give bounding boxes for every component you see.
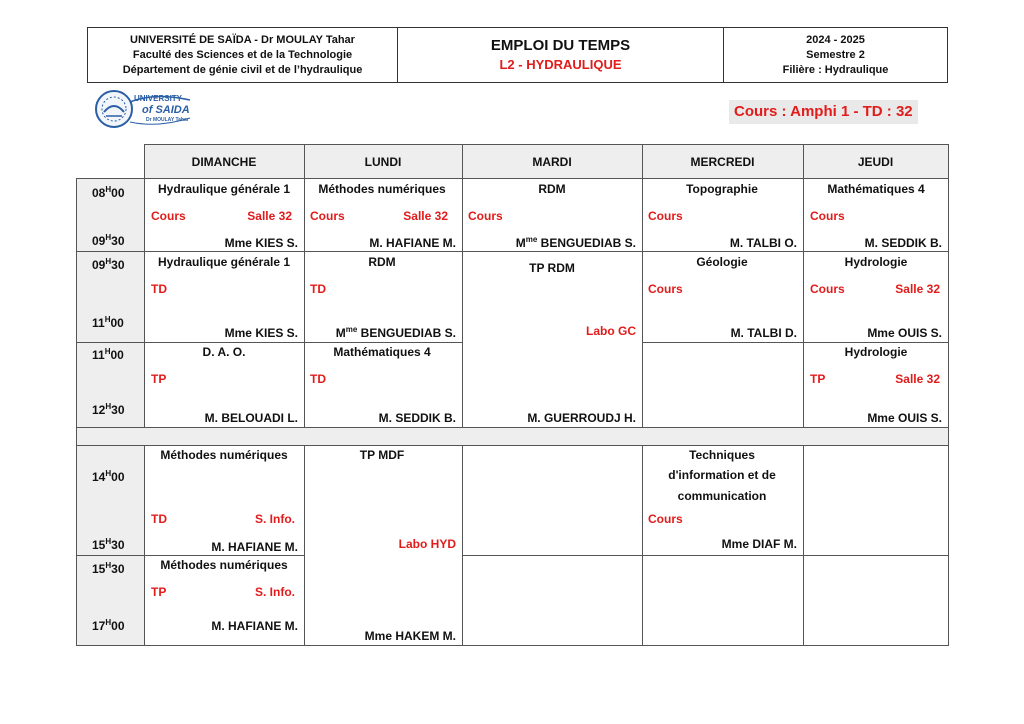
course-room: S. Info. bbox=[255, 512, 295, 526]
course-subject: TP MDF bbox=[359, 448, 405, 462]
grid-line bbox=[144, 144, 145, 427]
course-type: TP bbox=[151, 372, 167, 386]
course-teacher: M. HAFIANE M. bbox=[211, 540, 298, 554]
grid-line bbox=[642, 144, 643, 427]
course-teacher: $M^{me}$ BENGUEDIAB S. bbox=[335, 325, 456, 340]
time-label: $15^H30$ bbox=[92, 537, 125, 552]
grid-line bbox=[76, 445, 949, 446]
course-type: Cours bbox=[648, 282, 683, 296]
course-type: TD bbox=[310, 282, 326, 296]
course-type: Cours bbox=[151, 209, 186, 223]
time-label: $08^H00$ bbox=[92, 185, 125, 200]
grid-line bbox=[462, 445, 463, 645]
grid-line bbox=[803, 144, 804, 427]
course-teacher: Mme KIES S. bbox=[224, 236, 298, 250]
course-teacher: M. TALBI O. bbox=[729, 236, 797, 250]
semester: Semestre 2 bbox=[806, 48, 865, 61]
day-header-lundi: LUNDI bbox=[364, 155, 402, 169]
grid-line bbox=[642, 342, 949, 343]
course-type: TP bbox=[151, 585, 167, 599]
course-type: Cours bbox=[810, 282, 845, 296]
time-label: $14^H00$ bbox=[92, 469, 125, 484]
course-subject: d'information et de bbox=[668, 468, 776, 482]
day-header-mercredi: MERCREDI bbox=[690, 155, 755, 169]
course-subject: Topographie bbox=[686, 182, 758, 196]
course-subject: Hydrologie bbox=[844, 255, 908, 269]
grid-line bbox=[462, 555, 949, 556]
course-subject: Techniques bbox=[689, 448, 755, 462]
course-subject: Hydraulique générale 1 bbox=[157, 182, 291, 196]
time-label: $11^H00$ bbox=[92, 315, 124, 330]
grid-line bbox=[76, 178, 77, 645]
day-header-mardi: MARDI bbox=[532, 155, 572, 169]
summary-badge: Cours : Amphi 1 - TD : 32 bbox=[729, 100, 918, 124]
svg-text:of SAIDA: of SAIDA bbox=[142, 104, 190, 116]
course-subject: D. A. O. bbox=[202, 345, 246, 359]
course-subject: Méthodes numériques bbox=[160, 448, 288, 462]
course-teacher: M. SEDDIK B. bbox=[378, 411, 456, 425]
grid-line bbox=[948, 144, 949, 645]
course-type: Cours bbox=[648, 512, 683, 526]
faculty-name: Faculté des Sciences et de la Technologie bbox=[132, 48, 353, 61]
svg-text:Dr MOULAY Tahar: Dr MOULAY Tahar bbox=[146, 117, 189, 123]
grid-line bbox=[642, 251, 949, 252]
academic-year: 2024 - 2025 bbox=[806, 33, 865, 46]
course-room: S. Info. bbox=[255, 585, 295, 599]
grid-line bbox=[803, 445, 804, 645]
grid-line bbox=[642, 445, 643, 645]
course-teacher: M. SEDDIK B. bbox=[864, 236, 942, 250]
course-teacher: Mme HAKEM M. bbox=[364, 629, 456, 643]
grid-line bbox=[76, 251, 642, 252]
course-room: Salle 32 bbox=[403, 209, 448, 223]
lunch-break-row bbox=[76, 427, 949, 445]
course-type: TD bbox=[151, 512, 167, 526]
time-label: $15^H30$ bbox=[92, 561, 125, 576]
time-label: $11^H00$ bbox=[92, 347, 124, 362]
grid-line bbox=[304, 144, 305, 427]
course-subject: Méthodes numériques bbox=[318, 182, 446, 196]
time-label: $12^H30$ bbox=[92, 402, 125, 417]
course-teacher: Mme DIAF M. bbox=[721, 537, 797, 551]
grid-line bbox=[76, 342, 462, 343]
grid-line bbox=[144, 144, 949, 145]
grid-line bbox=[144, 445, 145, 645]
course-teacher: Mme OUIS S. bbox=[867, 326, 942, 340]
time-label: $09^H30$ bbox=[92, 257, 125, 272]
course-subject: TP RDM bbox=[529, 261, 575, 275]
grid-line bbox=[462, 144, 463, 427]
grid-line bbox=[304, 445, 305, 645]
course-subject: RDM bbox=[368, 255, 396, 269]
day-header-jeudi: JEUDI bbox=[857, 155, 894, 169]
day-header-dimanche: DIMANCHE bbox=[191, 155, 257, 169]
filiere: Filière : Hydraulique bbox=[782, 63, 889, 76]
time-label: $09^H30$ bbox=[92, 233, 125, 248]
grid-line bbox=[76, 178, 949, 179]
course-subject: Méthodes numériques bbox=[160, 558, 288, 572]
course-type: Cours bbox=[810, 209, 845, 223]
page-title: EMPLOI DU TEMPS bbox=[490, 37, 631, 54]
page-subtitle: L2 - HYDRAULIQUE bbox=[499, 57, 622, 72]
course-teacher: M. HAFIANE M. bbox=[369, 236, 456, 250]
svg-text:UNIVERSITY: UNIVERSITY bbox=[134, 94, 183, 103]
course-room: Salle 32 bbox=[247, 209, 292, 223]
course-subject: Mathématiques 4 bbox=[333, 345, 431, 359]
course-subject: Hydrologie bbox=[844, 345, 908, 359]
course-type: TP bbox=[810, 372, 826, 386]
course-type: Cours bbox=[468, 209, 503, 223]
grid-line bbox=[76, 645, 949, 646]
course-teacher: M. BELOUADI L. bbox=[204, 411, 298, 425]
course-subject: Mathématiques 4 bbox=[827, 182, 925, 196]
course-room: Labo HYD bbox=[398, 537, 456, 551]
course-teacher: M. GUERROUDJ H. bbox=[527, 411, 636, 425]
course-teacher: Mme KIES S. bbox=[224, 326, 298, 340]
course-type: Cours bbox=[310, 209, 345, 223]
course-teacher: M. TALBI D. bbox=[730, 326, 797, 340]
grid-line bbox=[76, 427, 949, 428]
course-room: Salle 32 bbox=[895, 372, 940, 386]
course-subject: communication bbox=[677, 489, 767, 503]
course-type: Cours bbox=[648, 209, 683, 223]
course-subject: Hydraulique générale 1 bbox=[157, 255, 291, 269]
department-name: Département de génie civil et de l’hydraulique bbox=[122, 63, 363, 76]
time-label: $17^H00$ bbox=[92, 618, 125, 633]
course-room: Labo GC bbox=[586, 324, 636, 338]
course-type: TD bbox=[151, 282, 167, 296]
course-teacher: Mme OUIS S. bbox=[867, 411, 942, 425]
course-teacher: M. HAFIANE M. bbox=[211, 619, 298, 633]
grid-line bbox=[76, 555, 304, 556]
course-type: TD bbox=[310, 372, 326, 386]
course-teacher: $M^{me}$ BENGUEDIAB S. bbox=[515, 235, 636, 250]
course-subject: RDM bbox=[538, 182, 566, 196]
course-subject: Géologie bbox=[696, 255, 748, 269]
course-room: Salle 32 bbox=[895, 282, 940, 296]
university-name: UNIVERSITÉ DE SAÏDA - Dr MOULAY Tahar bbox=[130, 33, 355, 46]
